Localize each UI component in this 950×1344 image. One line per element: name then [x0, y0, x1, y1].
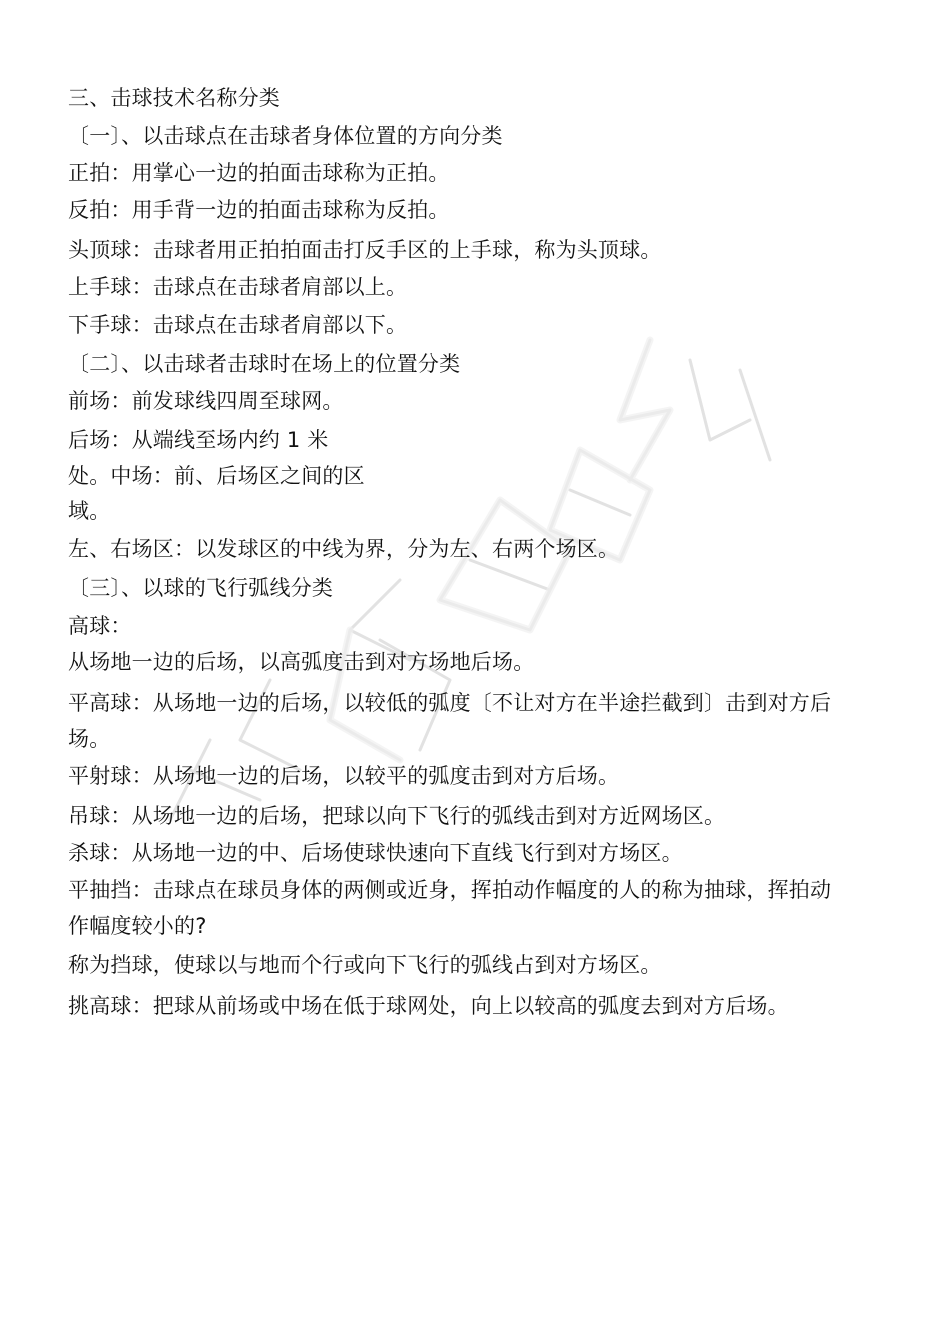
- text-line: 正拍：用掌心一边的拍面击球称为正拍。: [68, 161, 450, 185]
- text-line: 高球：: [68, 614, 132, 638]
- text-line: 杀球：从场地一边的中、后场使球快速向下直线飞行到对方场区。: [68, 841, 683, 865]
- text-line: 域。: [68, 499, 111, 523]
- text-line: 挑高球：把球从前场或中场在低于球网处，向上以较高的弧度去到对方后场。: [68, 994, 789, 1018]
- text-line: 称为挡球，使球以与地而个行或向下飞行的弧线占到对方场区。: [68, 953, 662, 977]
- text-line: 反拍：用手背一边的拍面击球称为反拍。: [68, 198, 450, 222]
- text-line: 从场地一边的后场，以高弧度击到对方场地后场。: [68, 650, 535, 674]
- subsection-heading: 〔二〕、以击球者击球时在场上的位置分类: [68, 352, 461, 376]
- text-line: 左、右场区：以发球区的中线为界，分为左、右两个场区。: [68, 537, 620, 561]
- text-line: 平射球：从场地一边的后场，以较平的弧度击到对方后场。: [68, 764, 620, 788]
- text-line: 平高球：从场地一边的后场，以较低的弧度〔不让对方在半途拦截到〕击到对方后: [68, 691, 832, 715]
- section-heading: 三、击球技术名称分类: [68, 86, 280, 110]
- text-line: 下手球：击球点在击球者肩部以下。: [68, 313, 408, 337]
- text-line: 头顶球：击球者用正拍拍面击打反手区的上手球，称为头顶球。: [68, 238, 662, 262]
- text-line: 上手球：击球点在击球者肩部以上。: [68, 275, 408, 299]
- text-line: 前场：前发球线四周至球网。: [68, 389, 344, 413]
- text-line: 场。: [68, 727, 111, 751]
- text-line: 平抽挡：击球点在球员身体的两侧或近身，挥拍动作幅度的人的称为抽球，挥拍动: [68, 878, 832, 902]
- text-line: 吊球：从场地一边的后场，把球以向下飞行的弧线击到对方近网场区。: [68, 804, 726, 828]
- text-line: 后场：从端线至场内约 1 米: [68, 428, 329, 452]
- text-line: 作幅度较小的?: [68, 914, 207, 938]
- text-line: 处。中场：前、后场区之间的区: [68, 464, 365, 488]
- subsection-heading: 〔三〕、以球的飞行弧线分类: [68, 576, 334, 600]
- subsection-heading: 〔一〕、以击球点在击球者身体位置的方向分类: [68, 124, 503, 148]
